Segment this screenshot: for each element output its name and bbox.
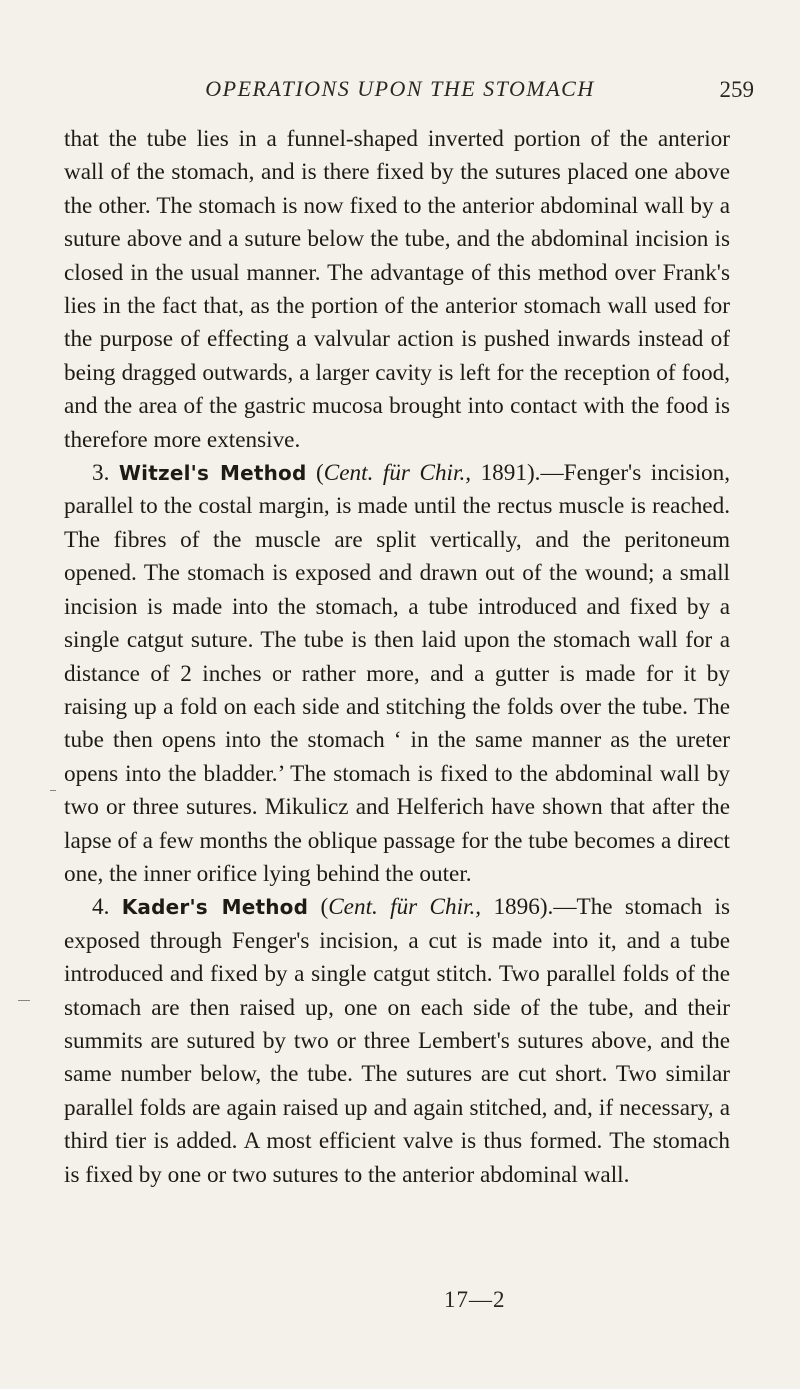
- paragraph-kader-method: [64, 891, 730, 1192]
- paragraph-text: —The stomach is exposed through Fenger's incision, a cut is made into it, and a tube introduced and fixed by a single catgut stitch. Two parallel folds of the stomach are then raised up, one on each side of the tube, and their summits are sutured by two or three Lembert's sutures above, and the same number below, the tube. The sutures are cut short. Two similar parallel folds are again raised up and again stitched, and, if necessary, a third tier is added. A most efficient valve is thus formed. The stomach is fixed by one or two sutures to the anterior abdominal wall.: [64, 894, 730, 1188]
- paragraph-witzel-method: [64, 457, 730, 891]
- method-heading: Witzel's Method: [118, 461, 307, 486]
- method-heading: Kader's Method: [121, 895, 309, 920]
- section-number: 3.: [92, 460, 110, 487]
- paragraph-text: —Fenger's incision, parallel to the costal margin, is made until the rectus muscle is reached. The fibres of the muscle are split vertically, and the peritoneum opened. The stomach is exposed and drawn out of the wound; a small incision is made into the stomach, a tube introduced and fixed by a single catgut suture. The tube is then laid upon the stomach wall for a distance of 2 inches or rather more, and a gutter is made for it by raising up a fold on each side and stitching the folds over the tube. The tube then opens into the stomach ‘ in the same manner as the ureter opens into the bladder.’ The stomach is fixed to the abdominal wall by two or three sutures. Mikulicz and Helferich have shown that after the lapse of a few months the oblique passage for the tube becomes a direct one, the inner orifice lying behind the outer.: [64, 460, 731, 887]
- paragraph-continuation: that the tube lies in a funnel-shaped inverted portion of the anterior wall of the stomach, and is there fixed by the sutures placed one above the other. The stomach is now fixed to the anterior abdominal wall by a suture above and a suture below the tube, and the abdominal incision is closed in the usual manner. The advantage of this method over Frank's lies in the fact that, as the portion of the anterior stomach wall used for the purpose of effecting a valvular action is pushed inwards instead of being dragged outwards, a larger cavity is left for the reception of food, and the area of the gastric mucosa brought into contact with the food is therefore more extensive.: [64, 126, 730, 453]
- citation-open: (: [316, 460, 324, 487]
- citation-year: 1891).: [471, 460, 541, 487]
- citation-open: (: [320, 894, 329, 921]
- signature-mark: 17—2: [444, 1287, 506, 1312]
- running-head: [0, 68, 800, 108]
- section-number: 4.: [92, 894, 110, 921]
- running-title: OPERATIONS UPON THE STOMACH: [205, 76, 595, 101]
- citation-journal: Cent. für Chir.,: [323, 460, 472, 487]
- margin-tick: [18, 1000, 30, 1001]
- body-text: [64, 123, 730, 1192]
- page-number: 259: [719, 77, 754, 102]
- citation-journal: Cent. für Chir.,: [328, 894, 482, 921]
- citation-year: 1896).: [481, 894, 554, 921]
- margin-tick: [50, 790, 56, 791]
